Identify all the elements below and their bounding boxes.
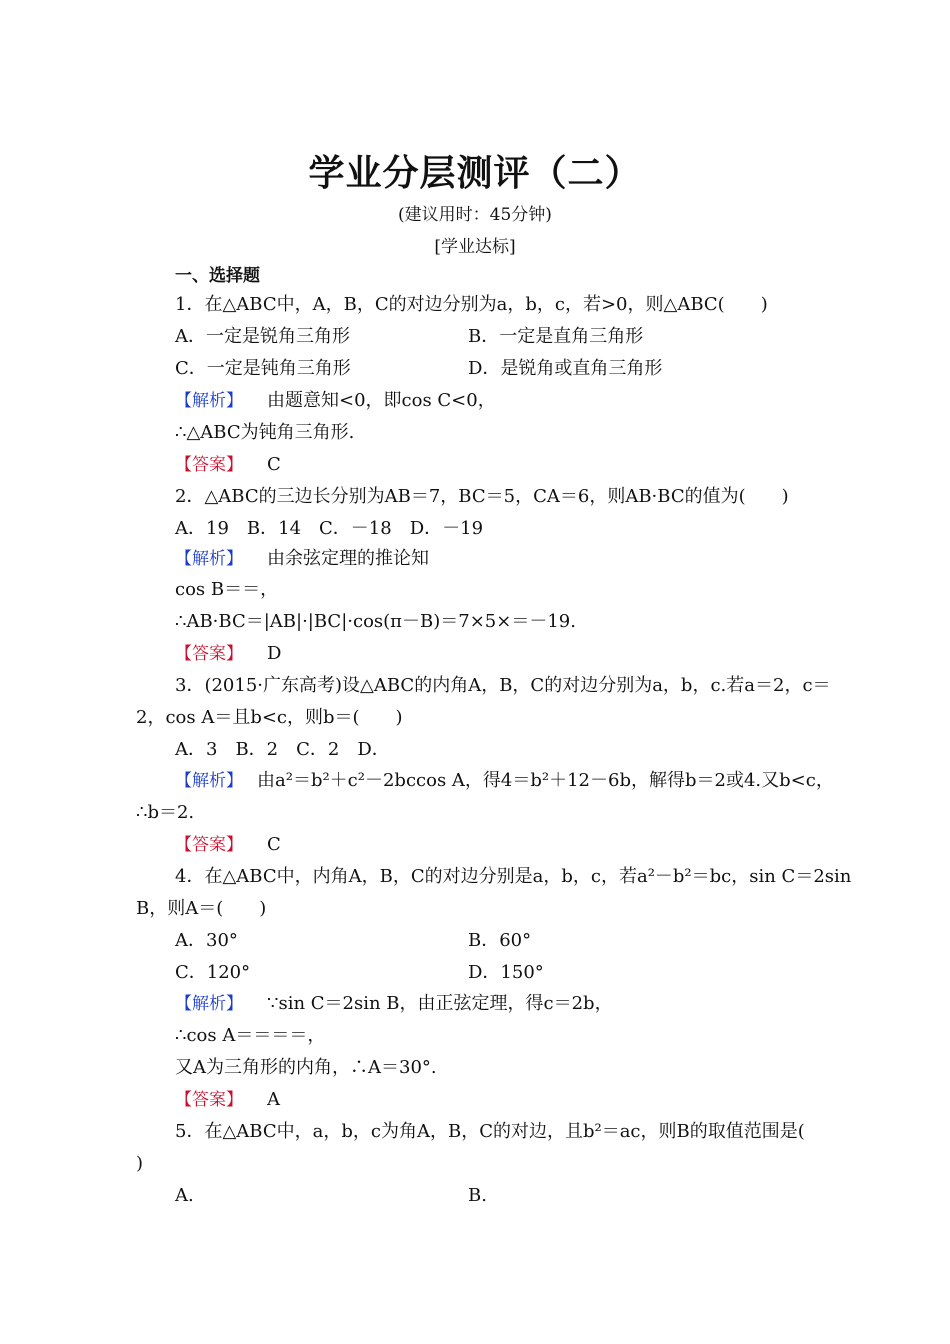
analysis-tag: 【解析】 — [175, 771, 243, 791]
q1-option-d: D．是锐角或直角三角形 — [468, 358, 663, 379]
q3-analysis — [175, 769, 834, 793]
q3-options: A．3 B．2 C．2 D． — [175, 739, 390, 760]
q4-analysis — [175, 992, 613, 1016]
q3-stem-line2: 2，cos A＝且b<c，则b＝( ) — [136, 707, 403, 728]
q5-option-b: B. — [468, 1185, 487, 1206]
level-heading: [学业达标] — [434, 237, 516, 257]
q4-answer — [175, 1088, 280, 1112]
q4-option-c: C．120° — [175, 962, 251, 983]
answer-tag: 【答案】 — [175, 455, 243, 475]
q1-option-b: B．一定是直角三角形 — [468, 326, 644, 347]
q3-answer-value: C — [267, 834, 281, 855]
answer-tag: 【答案】 — [175, 835, 243, 855]
q2-line2: ∴AB·BC＝|AB|·|BC|·cos(π－B)＝7×5×＝－19. — [175, 611, 576, 632]
q3-conclusion: ∴b＝2. — [136, 802, 195, 823]
q5-stem-line2: ) — [136, 1153, 144, 1174]
q4-answer-value: A — [267, 1089, 280, 1110]
q5-option-a: A. — [175, 1185, 194, 1206]
q1-answer-value: C — [267, 454, 281, 475]
q4-line1: ∴cos A＝＝＝＝， — [175, 1025, 326, 1046]
q4-analysis-text: ∵sin C＝2sin B，由正弦定理，得c＝2b， — [267, 993, 613, 1014]
q1-analysis-text: 由题意知<0，即cos C<0， — [267, 390, 496, 411]
page-title: 学业分层测评（二） — [308, 153, 642, 194]
answer-tag: 【答案】 — [175, 644, 243, 664]
q2-options: A．19 B．14 C．－18 D．－19 — [175, 518, 484, 539]
q3-answer — [175, 833, 281, 857]
q1-conclusion: ∴△ABC为钝角三角形. — [175, 422, 355, 443]
answer-tag: 【答案】 — [175, 1090, 243, 1110]
q4-line2: 又A为三角形的内角，∴A＝30°. — [175, 1057, 437, 1078]
q4-stem-line2: B，则A＝( ) — [136, 898, 267, 919]
q4-option-b: B．60° — [468, 930, 532, 951]
q1-option-a: A．一定是锐角三角形 — [175, 326, 350, 347]
q2-analysis-text: 由余弦定理的推论知 — [267, 548, 429, 569]
analysis-tag: 【解析】 — [175, 549, 243, 569]
q4-option-d: D．150° — [468, 962, 544, 983]
q3-analysis-text: 由a²＝b²＋c²－2bccos A，得4＝b²＋12－6b，解得b＝2或4.又b<c， — [257, 770, 834, 791]
q2-line1: cos B＝＝， — [175, 579, 279, 600]
q4-option-a: A．30° — [175, 930, 238, 951]
q2-answer — [175, 642, 281, 666]
q2-analysis — [175, 547, 429, 571]
q5-stem-line1: 5．在△ABC中，a，b，c为角A，B，C的对边，且b²＝ac，则B的取值范围是( — [175, 1121, 805, 1142]
q4-stem-line1: 4．在△ABC中，内角A，B，C的对边分别是a，b，c，若a²－b²＝bc，sin C＝2sin — [175, 866, 852, 887]
q1-stem: 1．在△ABC中，A，B，C的对边分别为a，b，c，若>0，则△ABC( ) — [175, 294, 768, 315]
time-hint: (建议用时：45分钟) — [398, 205, 552, 225]
q1-answer — [175, 453, 281, 477]
q2-answer-value: D — [267, 643, 282, 664]
q3-stem-line1: 3．(2015·广东高考)设△ABC的内角A，B，C的对边分别为a，b，c.若a＝2，c＝ — [175, 675, 831, 696]
q1-analysis — [175, 389, 496, 413]
analysis-tag: 【解析】 — [175, 391, 243, 411]
section-heading: 一、选择题 — [175, 266, 260, 286]
q2-stem: 2．△ABC的三边长分别为AB＝7，BC＝5，CA＝6，则AB·BC的值为( ) — [175, 486, 789, 507]
q1-option-c: C．一定是钝角三角形 — [175, 358, 351, 379]
analysis-tag: 【解析】 — [175, 994, 243, 1014]
